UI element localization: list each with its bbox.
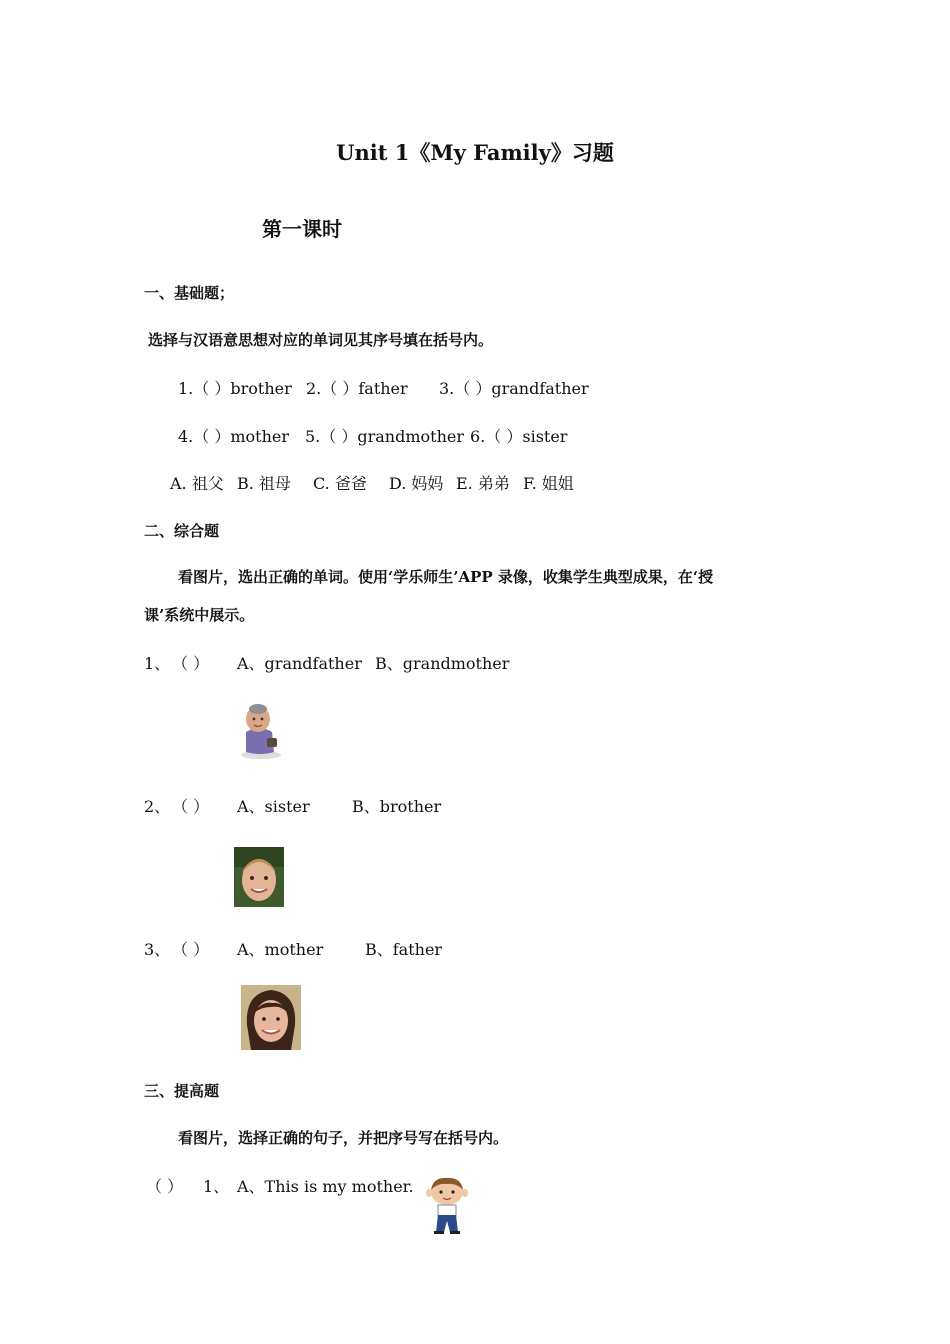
choice-a: A、This is my mother.: [237, 1177, 414, 1196]
item-number: 2.: [306, 379, 322, 398]
answer-paren: （ ）: [172, 797, 210, 816]
brother-photo: [234, 847, 284, 907]
question-number: 3、: [144, 940, 171, 959]
section2-instruction-line1: 看图片，选出正确的单词。使用‘学乐师生’APP 录像，收集学生典型成果，在‘授: [178, 568, 714, 586]
mother-photo: [241, 985, 301, 1050]
answer-paren: （ ）: [172, 654, 210, 673]
section1-instruction: 选择与汉语意思想对应的单词见其序号填在括号内。: [148, 331, 494, 349]
answer-paren: （ ）: [193, 379, 231, 398]
answer-paren: （ ）: [172, 940, 210, 959]
choice-b: B、grandmother: [375, 654, 510, 673]
choice-a: A、mother: [237, 940, 324, 959]
item-number: 6.: [470, 427, 486, 446]
vocab-item: [306, 376, 408, 399]
vocab-item: [305, 424, 464, 447]
vocab-item: [439, 376, 589, 399]
option-b: B. 祖母: [237, 474, 291, 493]
section2-heading: 二、综合题: [144, 522, 220, 540]
item-word: brother: [230, 379, 292, 398]
item-number: 3.: [439, 379, 455, 398]
item-word: grandmother: [357, 427, 464, 446]
cartoon-boy-image: [421, 1177, 473, 1235]
item-number: 1.: [178, 379, 194, 398]
option-f: F. 姐姐: [523, 474, 574, 493]
section3-heading: 三、提高题: [144, 1082, 220, 1100]
answer-paren: （ ）: [321, 379, 359, 398]
vocab-item: [178, 376, 292, 399]
answer-paren: （ ）: [146, 1177, 184, 1196]
option-d: D. 妈妈: [389, 474, 444, 493]
answer-paren: （ ）: [485, 427, 523, 446]
option-c: C. 爸爸: [313, 474, 367, 493]
answer-paren: （ ）: [193, 427, 231, 446]
item-word: mother: [230, 427, 290, 446]
document-title: Unit 1《My Family》习题: [336, 140, 614, 165]
item-number: 4.: [178, 427, 194, 446]
item-word: sister: [522, 427, 568, 446]
option-a: A. 祖父: [170, 474, 224, 493]
item-word: father: [358, 379, 408, 398]
section1-heading: 一、基础题；: [144, 284, 235, 302]
section2-instruction-line2: 课’系统中展示。: [144, 606, 255, 624]
lesson-title: 第一课时: [262, 217, 342, 241]
choice-a: A、grandfather: [237, 654, 362, 673]
vocab-item: [178, 424, 289, 447]
option-e: E. 弟弟: [456, 474, 510, 493]
answer-paren: （ ）: [320, 427, 358, 446]
vocab-item: [470, 424, 567, 447]
choice-b: B、brother: [352, 797, 442, 816]
section3-instruction: 看图片，选择正确的句子，并把序号写在括号内。: [178, 1129, 509, 1147]
grandmother-image: [234, 700, 284, 760]
answer-paren: （ ）: [454, 379, 492, 398]
question-number: 2、: [144, 797, 171, 816]
choice-b: B、father: [365, 940, 443, 959]
choice-a: A、sister: [237, 797, 310, 816]
question-number: 1、: [144, 654, 171, 673]
question-number: 1、: [203, 1177, 230, 1196]
item-word: grandfather: [491, 379, 589, 398]
item-number: 5.: [305, 427, 321, 446]
